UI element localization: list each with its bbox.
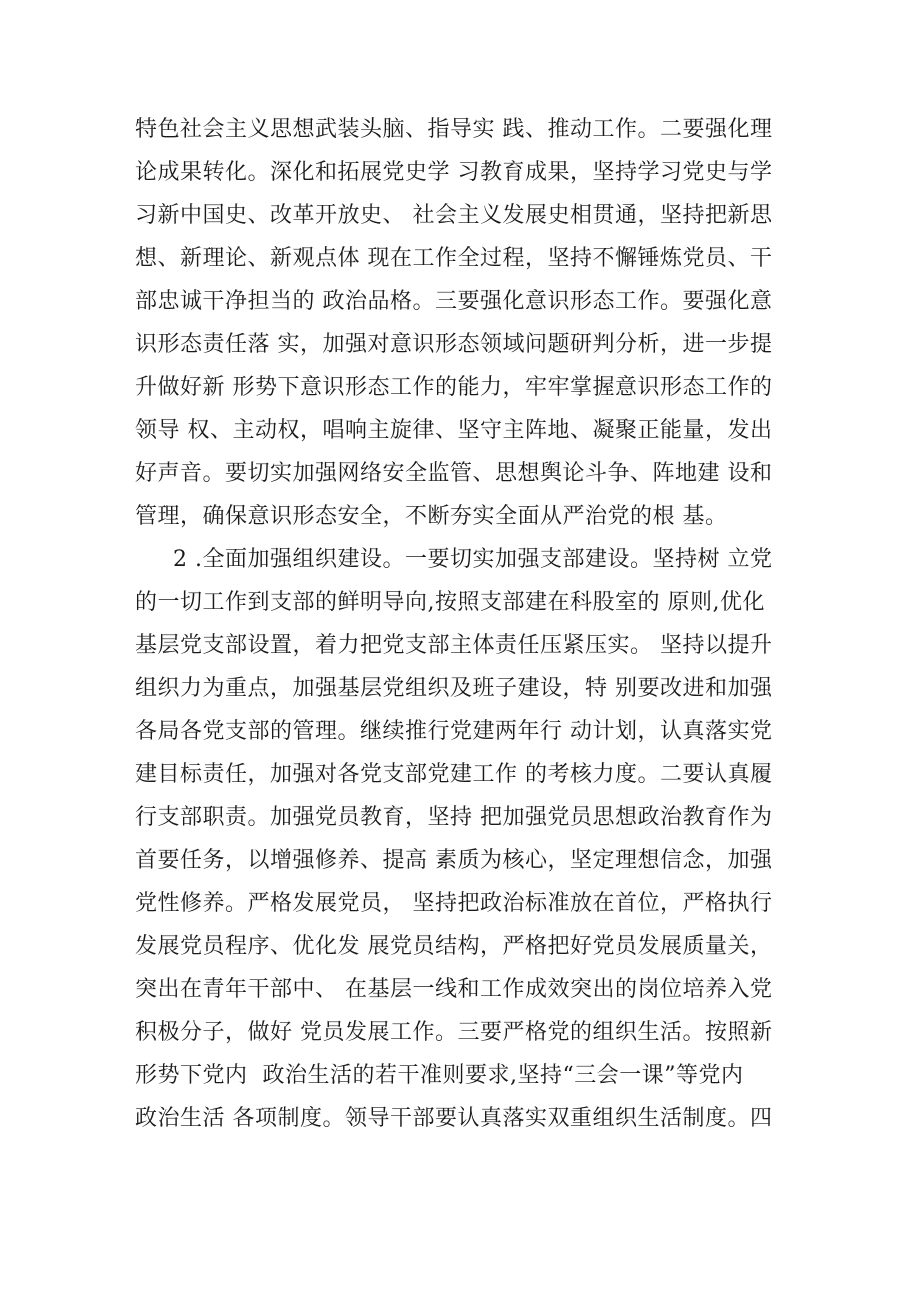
text-line: 部忠诚干净担当的 政治品格。三要强化意识形态工作。要强化意 (135, 289, 773, 314)
text-line: 2 .全面加强组织建设。一要切实加强支部建设。坚持树 立党 (173, 547, 773, 572)
text-line: 论成果转化。深化和拓展党史学 习教育成果，坚持学习党史与学 (135, 160, 773, 185)
text-line: 各局各党支部的管理。继续推行党建两年行 动计划，认真落实党 (135, 719, 773, 744)
text-line: 领导 权、主动权，唱响主旋律、坚守主阵地、凝聚正能量，发出 (135, 418, 773, 443)
text-line: 想、新理论、新观点体 现在工作全过程，坚持不懈锤炼党员、干 (135, 246, 773, 271)
text-line: 建目标责任，加强对各党支部党建工作 的考核力度。二要认真履 (135, 762, 773, 787)
document-body (135, 108, 795, 1140)
text-line: 升做好新 形势下意识形态工作的能力，牢牢掌握意识形态工作的 (135, 375, 773, 400)
text-line: 行支部职责。加强党员教育，坚持 把加强党员思想政治教育作为 (135, 805, 773, 830)
text-line: 形势下党内 政治生活的若干准则要求,坚持“三会一课”等党内 (135, 1063, 744, 1088)
text-line: 首要任务，以增强修养、提高 素质为核心，坚定理想信念，加强 (135, 848, 773, 873)
text-line: 特色社会主义思想武装头脑、指导实 践、推动工作。二要强化理 (135, 117, 773, 142)
text-line: 党性修养。严格发展党员， 坚持把政治标准放在首位，严格执行 (135, 891, 773, 916)
text-line: 管理，确保意识形态安全，不断夯实全面从严治党的根 基。 (135, 504, 728, 529)
text-line: 基层党支部设置，着力把党支部主体责任压紧压实。 坚持以提升 (135, 633, 773, 658)
text-line: 好声音。要切实加强网络安全监管、思想舆论斗争、阵地建 设和 (135, 461, 773, 486)
text-line: 识形态责任落 实，加强对意识形态领域问题研判分析，进一步提 (135, 332, 773, 357)
text-line: 组织力为重点，加强基层党组织及班子建设，特 别要改进和加强 (135, 676, 773, 701)
paragraph-1 (135, 108, 795, 538)
text-line: 突出在青年干部中、 在基层一线和工作成效突出的岗位培养入党 (135, 977, 773, 1002)
text-line: 发展党员程序、优化发 展党员结构，严格把好党员发展质量关， (135, 934, 773, 959)
text-line: 政治生活 各项制度。领导干部要认真落实双重组织生活制度。四 (135, 1106, 773, 1131)
paragraph-2 (135, 538, 795, 1140)
text-line: 的一切工作到支部的鲜明导向,按照支部建在科股室的 原则,优化 (135, 590, 765, 615)
text-line: 积极分子，做好 党员发展工作。三要严格党的组织生活。按照新 (135, 1020, 773, 1045)
text-line: 习新中国史、改革开放史、 社会主义发展史相贯通，坚持把新思 (135, 203, 773, 228)
